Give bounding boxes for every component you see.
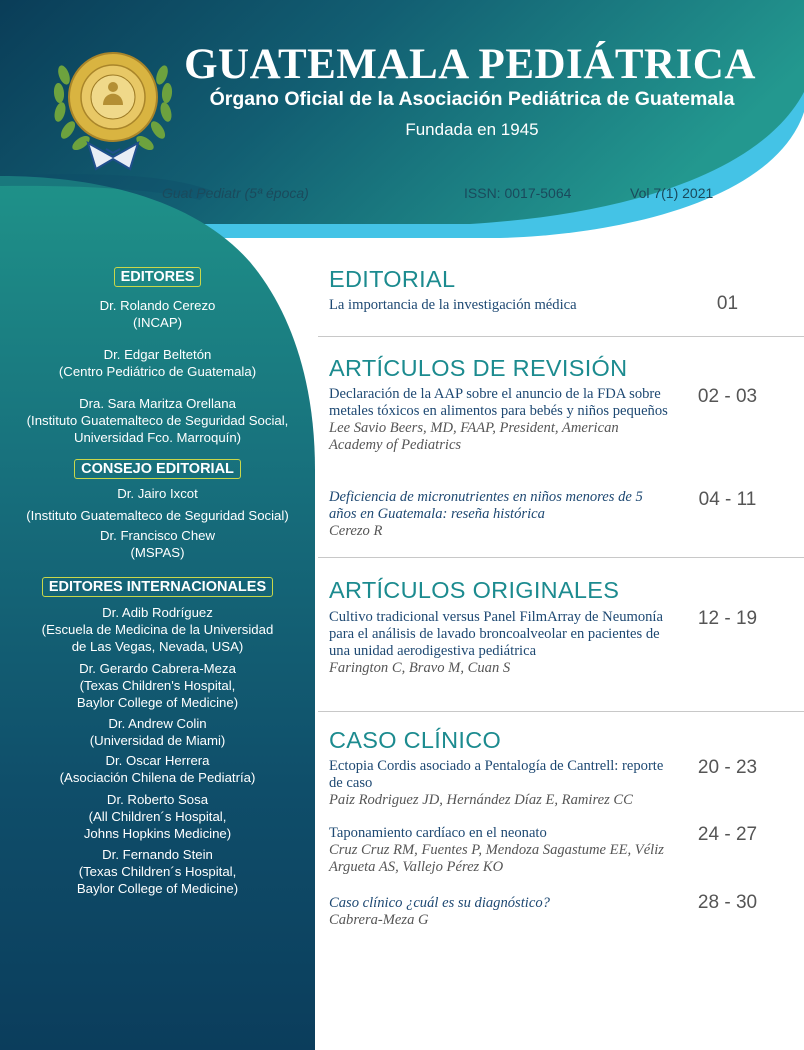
association-seal-logo: [48, 35, 178, 180]
article-title: La importancia de la investigación médica: [329, 297, 577, 313]
editores-heading: EDITORES: [0, 267, 315, 287]
section-divider: [318, 557, 804, 558]
intl-editor-2-affiliation: (Texas Children's Hospital,: [79, 678, 236, 693]
editor-3-affiliation: (Instituto Guatemalteco de Seguridad Social,: [26, 413, 289, 428]
editor-3-affiliation-2: Universidad Fco. Marroquín): [73, 430, 242, 445]
article-editorial-1-pages: 01: [716, 293, 739, 314]
editores-internacionales-heading: EDITORES INTERNACIONALES: [0, 577, 315, 597]
volume-issue: Vol 7(1) 2021: [630, 185, 714, 201]
article-revision-1-pages: 02 - 03: [697, 386, 758, 407]
article-revision-2[interactable]: [329, 489, 669, 540]
intl-editor-4-name: Dr. Oscar Herrera: [105, 753, 210, 768]
section-divider: [318, 336, 804, 337]
intl-editor-6-affiliation-2: Baylor College of Medicine): [76, 881, 239, 896]
section-originales-title: ARTÍCULOS ORIGINALES: [329, 577, 620, 603]
editor-2-affiliation: (Centro Pediátrico de Guatemala): [58, 364, 257, 379]
intl-editor-1-affiliation: (Escuela de Medicina de la Universidad: [41, 622, 274, 637]
intl-editor-5-affiliation-2: Johns Hopkins Medicine): [83, 826, 232, 841]
article-authors: Cabrera-Meza G: [329, 912, 429, 928]
consejo-2-affiliation: (MSPAS): [130, 545, 185, 560]
article-authors: Cruz Cruz RM, Fuentes P, Mendoza Sagastume EE, Véliz Argueta AS, Vallejo Pérez KO: [329, 842, 664, 875]
article-original-1-pages: 12 - 19: [697, 608, 758, 629]
intl-editor-1-affiliation-2: de Las Vegas, Nevada, USA): [71, 639, 244, 654]
article-caso-3-pages: 28 - 30: [697, 892, 758, 913]
intl-editor-3-affiliation: (Universidad de Miami): [89, 733, 226, 748]
article-caso-1[interactable]: [329, 758, 669, 809]
article-title: Deficiencia de micronutrientes en niños menores de 5 años en Guatemala: reseña histórica: [329, 489, 643, 522]
intl-editor-4-affiliation: (Asociación Chilena de Pediatría): [59, 770, 256, 785]
editor-1-name: Dr. Rolando Cerezo: [99, 298, 216, 313]
intl-editor-5-affiliation: (All Children´s Hospital,: [88, 809, 227, 824]
intl-editor-2-affiliation-2: Baylor College of Medicine): [76, 695, 239, 710]
consejo-editorial-heading: CONSEJO EDITORIAL: [0, 459, 315, 479]
consejo-1-name: Dr. Jairo Ixcot: [117, 486, 198, 501]
intl-editor-2-name: Dr. Gerardo Cabrera-Meza: [79, 661, 236, 676]
intl-editor-6-affiliation: (Texas Children´s Hospital,: [78, 864, 237, 879]
intl-editor-5-name: Dr. Roberto Sosa: [106, 792, 209, 807]
intl-editor-1-name: Dr. Adib Rodríguez: [102, 605, 213, 620]
article-authors: Cerezo R: [329, 523, 383, 539]
consejo-1-affiliation: (Instituto Guatemalteco de Seguridad Social): [26, 508, 289, 523]
issn: ISSN: 0017-5064: [464, 185, 572, 201]
article-caso-1-pages: 20 - 23: [697, 757, 758, 778]
editor-2-name: Dr. Edgar Beltetón: [103, 347, 212, 362]
section-caso-title: CASO CLÍNICO: [329, 727, 502, 753]
article-caso-2-pages: 24 - 27: [697, 824, 758, 845]
article-title: Declaración de la AAP sobre el anuncio de la FDA sobre metales tóxicos en alimentos para bebés y niños pequeños: [329, 386, 668, 419]
article-title: Caso clínico ¿cuál es su diagnóstico?: [329, 895, 550, 911]
article-revision-2-pages: 04 - 11: [698, 489, 757, 510]
editor-1-affiliation: (INCAP): [132, 315, 183, 330]
article-original-1[interactable]: [329, 609, 669, 677]
article-authors: Farington C, Bravo M, Cuan S: [329, 660, 511, 676]
article-authors: Paiz Rodriguez JD, Hernández Díaz E, Ramirez CC: [329, 792, 633, 808]
journal-abbreviation: Guat Pediatr (5ª época): [162, 185, 309, 201]
journal-subtitle: Órgano Oficial de la Asociación Pediátrica de Guatemala: [209, 88, 735, 110]
article-caso-2[interactable]: [329, 825, 669, 876]
article-title: Ectopia Cordis asociado a Pentalogía de Cantrell: reporte de caso: [329, 758, 664, 791]
article-revision-1[interactable]: [329, 386, 669, 454]
editor-3-name: Dra. Sara Maritza Orellana: [79, 396, 236, 411]
article-title: Cultivo tradicional versus Panel FilmArray de Neumonía para el análisis de lavado broncoalveolar en pacientes de una unidad aerodigestiva pediátrica: [329, 609, 663, 659]
section-editorial-title: EDITORIAL: [329, 266, 456, 292]
journal-title: GUATEMALA PEDIÁTRICA: [184, 41, 756, 88]
article-caso-3[interactable]: [329, 895, 669, 929]
article-authors: Lee Savio Beers, MD, FAAP, President, American Academy of Pediatrics: [329, 420, 619, 453]
intl-editor-6-name: Dr. Fernando Stein: [102, 847, 213, 862]
consejo-2-name: Dr. Francisco Chew: [99, 528, 216, 543]
article-title: Taponamiento cardíaco en el neonato: [329, 825, 547, 841]
section-revision-title: ARTÍCULOS DE REVISIÓN: [329, 355, 628, 381]
founded-year: Fundada en 1945: [405, 120, 539, 139]
intl-editor-3-name: Dr. Andrew Colin: [108, 716, 207, 731]
section-divider: [318, 711, 804, 712]
article-editorial-1[interactable]: [329, 297, 669, 314]
